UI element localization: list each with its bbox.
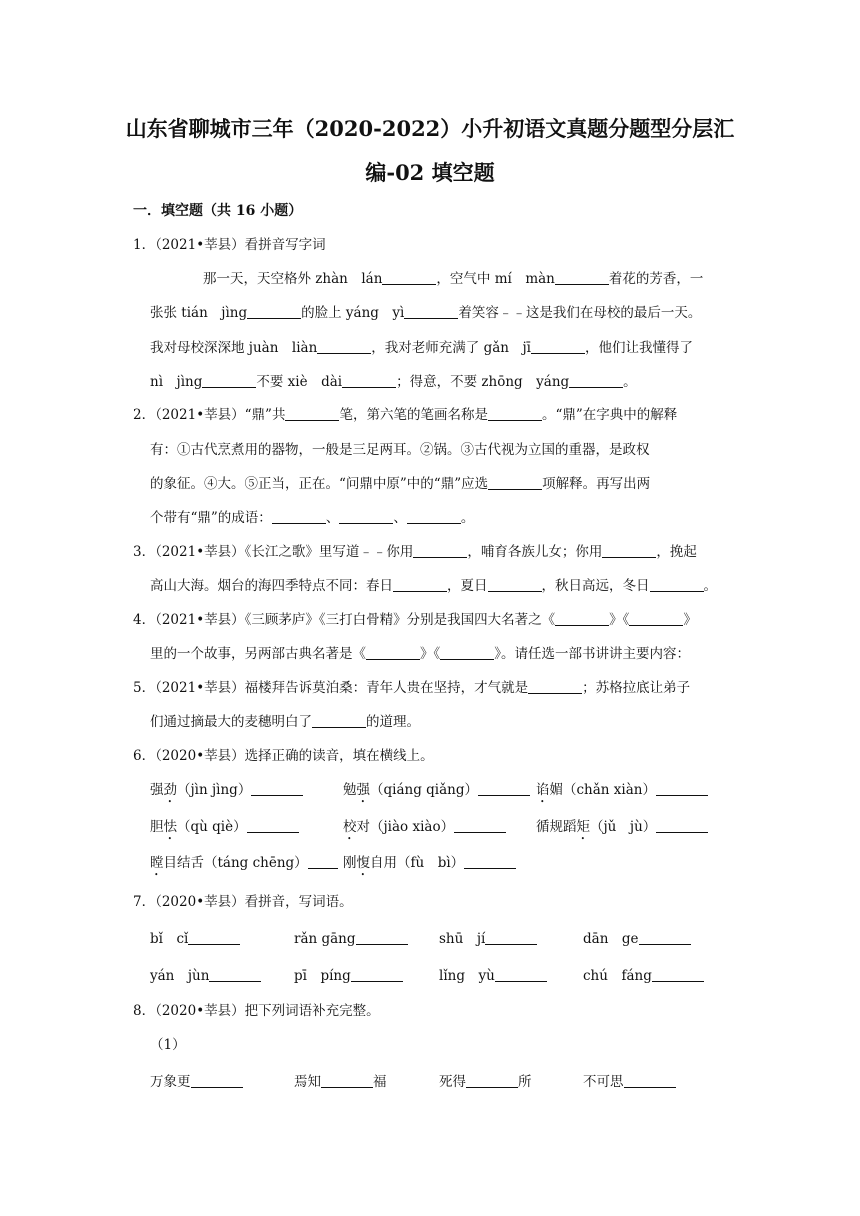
question-5-line-1: 5．（2021•莘县）福楼拜告诉莫泊桑：青年人贵在坚持，才气就是 ；苏格拉底让弟子: [133, 680, 691, 696]
answer-blank[interactable]: [251, 781, 303, 796]
answer-blank[interactable]: [382, 270, 436, 285]
answer-blank[interactable]: [404, 304, 458, 319]
question-2-line-3: 的象征。④大。⑤正当，正在。“问鼎中原”中的“鼎”应选 项解释。再写出两: [150, 476, 651, 492]
answer-blank[interactable]: [188, 930, 240, 945]
section-heading: 一．填空题（共 16 小题）: [133, 203, 303, 219]
question-1-line-3: 我对母校深深地 juàn liàn ，我对老师充满了 gǎn jī ，他们让我懂得了: [150, 340, 693, 356]
answer-blank[interactable]: [413, 543, 467, 558]
question-5-line-2: 们通过摘最大的麦穗明白了 的道理。: [150, 714, 420, 730]
answer-blank[interactable]: [639, 930, 691, 945]
answer-blank[interactable]: [466, 1073, 518, 1088]
answer-blank[interactable]: [569, 373, 623, 388]
answer-blank[interactable]: [202, 373, 256, 388]
answer-blank[interactable]: [407, 509, 461, 524]
answer-blank[interactable]: [555, 270, 609, 285]
answer-blank[interactable]: [488, 577, 542, 592]
question-4-line-1: 4．（2021•莘县）《三顾茅庐》《三打白骨精》分别是我国四大名著之《 》《 》: [133, 612, 697, 628]
question-3-line-1: 3．（2021•莘县）《长江之歌》里写道﹣﹣你用 ，哺育各族儿女；你用 ，挽起: [133, 544, 697, 560]
question-6-heading: 6．（2020•莘县）选择正确的读音，填在横线上。: [133, 748, 434, 764]
question-4-line-2: 里的一个故事，另两部古典名著是《 》《 》。请任选一部书讲讲主要内容：: [150, 646, 690, 662]
answer-blank[interactable]: [247, 818, 299, 833]
answer-blank[interactable]: [454, 818, 506, 833]
answer-blank[interactable]: [342, 373, 396, 388]
question-1-line-2: 张张 tián jìng 的脸上 yáng yì 着笑容﹣﹣这是我们在母校的最后一天。: [150, 305, 702, 321]
answer-blank[interactable]: [321, 1073, 373, 1088]
question-1-line-1: 那一天，天空格外 zhàn lán ，空气中 mí màn 着花的芳香，一: [203, 271, 704, 287]
question-1-heading: 1．（2021•莘县）看拼音写字词: [133, 237, 326, 253]
answer-blank[interactable]: [485, 930, 537, 945]
answer-blank[interactable]: [531, 339, 585, 354]
document-page: 山东省聊城市三年（2020-2022）小升初语文真题分题型分层汇 编-02 填空题 一．填空题（共 16 小题） 1．（2021•莘县）看拼音写字词 那一天，天空格外 zhàn lán ，空气中 mí màn 着花的芳香，一 张张 tián jìng 的脸上 yáng yì 着笑容﹣﹣这是我们在母校的最后一天。 我对母校深深地 juàn liàn ，我对老师充满了 gǎn jī ，他们让我懂得了 nì jìng 不要 xiè dài ；得意，不要 zhōng yáng 。 2．（2021•莘县）“鼎”共 笔，第六笔的笔画名称是 。“鼎”在字典中的解释 有：①古代烹煮用的器物，一般是三足两耳。②锅。③古代视为立国的重器，是政权 的象征。④大。⑤正当，正在。“问鼎中原”中的“鼎”应选 项解释。再写出两 个带有“鼎”的成语： 、 、 。 3．（2021•莘县）《长江之歌》里写道﹣﹣你用 ，哺育各族儿女；你用 ，挽起 高山大海。烟台的海四季特点不同：春日 ，夏日 ，秋日高远，冬日 。 4．（2021•莘县）《三顾茅庐》《三打白骨精》分别是我国四大名著之《 》《 》 里的一个故事，另两部古典名著是《 》《 》。请任选一部书讲讲主要内容： 5．（2021•莘县）福楼拜告诉莫泊桑：青年人贵在坚持，才气就是 ；苏格拉底让弟子 们通过摘最大的麦穗明白了 的道理。 6．（2020•莘县）选择正确的读音，填在横线上。 强劲（jìn jìng） 勉强（qiáng qiǎng） 谄媚（chǎn xiàn） 胆怯（qù qiè） 校对（jiào xiào） 循规蹈矩（jǔ jù） 瞠目结舌（táng chēng） 刚愎自用（fù bì） 7．（2020•莘县）看拼音，写词语。 bǐ cǐ rǎn gāng shū jí dān ge yán jùn pī píng lǐng yù chú fáng 8．（2020•莘县）把下列词语补充完整。 （1） 万象更 焉知 福 死得 所 不可思: [0, 0, 860, 1216]
document-title-line-2: 编-02 填空题: [365, 160, 495, 185]
answer-blank[interactable]: [652, 967, 704, 982]
answer-blank[interactable]: [366, 645, 420, 660]
answer-blank[interactable]: [272, 509, 326, 524]
answer-blank[interactable]: [478, 781, 530, 796]
question-1-line-4: nì jìng 不要 xiè dài ；得意，不要 zhōng yáng 。: [150, 374, 637, 390]
answer-blank[interactable]: [209, 967, 261, 982]
question-8-heading: 8．（2020•莘县）把下列词语补充完整。: [133, 1003, 380, 1019]
answer-blank[interactable]: [656, 818, 708, 833]
answer-blank[interactable]: [312, 713, 366, 728]
answer-blank[interactable]: [495, 967, 547, 982]
answer-blank[interactable]: [339, 509, 393, 524]
answer-blank[interactable]: [191, 1073, 243, 1088]
answer-blank[interactable]: [247, 304, 301, 319]
answer-blank[interactable]: [488, 475, 542, 490]
question-2-line-4: 个带有“鼎”的成语： 、 、 。: [150, 510, 475, 526]
answer-blank[interactable]: [602, 543, 656, 558]
question-8-subpart-label: （1）: [150, 1037, 186, 1053]
document-title-line-1: 山东省聊城市三年（2020-2022）小升初语文真题分题型分层汇: [125, 116, 735, 141]
answer-blank[interactable]: [285, 406, 339, 421]
answer-blank[interactable]: [464, 854, 516, 869]
answer-blank[interactable]: [356, 930, 408, 945]
question-2-line-2: 有：①古代烹煮用的器物，一般是三足两耳。②锅。③古代视为立国的重器，是政权: [150, 442, 650, 458]
question-7-heading: 7．（2020•莘县）看拼音，写词语。: [133, 894, 353, 910]
answer-blank[interactable]: [317, 339, 371, 354]
answer-blank[interactable]: [308, 854, 338, 869]
question-3-line-2: 高山大海。烟台的海四季特点不同：春日 ，夏日 ，秋日高远，冬日 。: [150, 578, 717, 594]
answer-blank[interactable]: [440, 645, 494, 660]
answer-blank[interactable]: [393, 577, 447, 592]
answer-blank[interactable]: [656, 781, 708, 796]
answer-blank[interactable]: [629, 611, 683, 626]
answer-blank[interactable]: [555, 611, 609, 626]
answer-blank[interactable]: [528, 679, 582, 694]
answer-blank[interactable]: [624, 1073, 676, 1088]
answer-blank[interactable]: [351, 967, 403, 982]
question-2-line-1: 2．（2021•莘县）“鼎”共 笔，第六笔的笔画名称是 。“鼎”在字典中的解释: [133, 407, 678, 423]
answer-blank[interactable]: [488, 406, 542, 421]
answer-blank[interactable]: [650, 577, 704, 592]
